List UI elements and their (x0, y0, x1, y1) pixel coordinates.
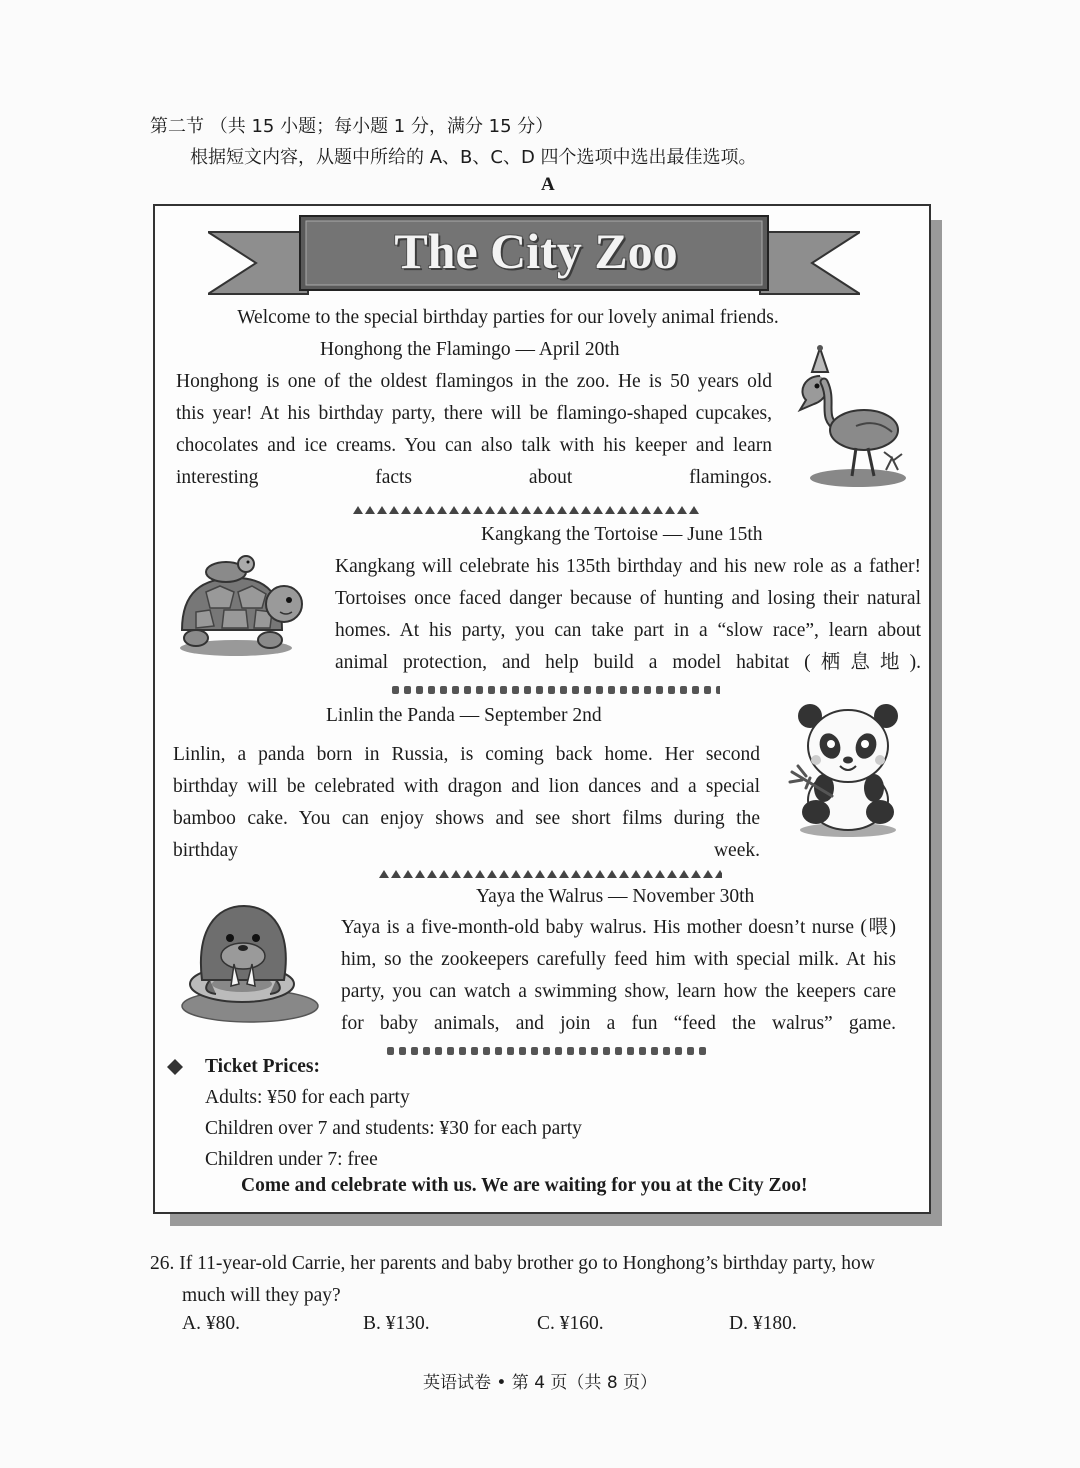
event-heading-tortoise: Kangkang the Tortoise — June 15th (481, 524, 763, 545)
passage-label: A (541, 174, 555, 195)
event-text-flamingo: Honghong is one of the oldest flamingos in the zoo. He is 50 years old this year! At his birthday party, there will be flamingo-shaped cupcakes, chocolates and ice creams. You can also talk with his keeper and learn interesting facts about flamingos. (176, 371, 772, 488)
option-a[interactable]: A. ¥80. (182, 1313, 240, 1334)
option-d[interactable]: D. ¥180. (729, 1313, 797, 1334)
divider-4 (385, 1046, 710, 1056)
divider-1 (352, 505, 700, 515)
walrus-icon (180, 900, 322, 1024)
event-text-tortoise: Kangkang will celebrate his 135th birthday and his new role as a father! Tortoises once faced danger because of hunting and losing their natural homes. At his party, you can take part in a “slow race”, learn about animal protection, and help build a model habitat (栖息地). (335, 556, 921, 673)
ticket-adults: Adults: ¥50 for each party (205, 1087, 410, 1108)
welcome-text: Welcome to the special birthday parties for our lovely animal friends. (237, 307, 779, 328)
divider-2 (390, 685, 720, 695)
tortoise-icon (176, 552, 306, 658)
instruction: 根据短文内容，从题中所给的 A、B、C、D 四个选项中选出最佳选项。 (190, 147, 757, 168)
option-c[interactable]: C. ¥160. (537, 1313, 604, 1334)
question-stem-line2: much will they pay? (182, 1285, 341, 1306)
panda-icon (786, 700, 910, 838)
page-footer: 英语试卷 • 第 4 页（共 8 页） (422, 1373, 658, 1393)
flamingo-icon (790, 342, 914, 490)
divider-3 (378, 869, 722, 879)
event-heading-panda: Linlin the Panda — September 2nd (326, 705, 602, 726)
ticket-heading: Ticket Prices: (205, 1056, 320, 1077)
event-text-panda: Linlin, a panda born in Russia, is coming back home. Her second birthday will be celebrated with dragon and lion dances and a special bamboo cake. You can enjoy shows and see short films during the birthday week. (173, 744, 760, 861)
diamond-bullet-icon (166, 1058, 184, 1076)
event-text-walrus: Yaya is a five-month-old baby walrus. His mother doesn’t nurse (喂) him, so the zookeepers carefully feed him with special milk. At his party, you can watch a swimming show, learn how the keepers care for baby animals, and join a fun “feed the walrus” game. (341, 917, 896, 1034)
event-heading-walrus: Yaya the Walrus — November 30th (476, 886, 755, 907)
closing-text: Come and celebrate with us. We are waiting for you at the City Zoo! (241, 1175, 808, 1196)
poster-title: The City Zoo (394, 223, 678, 279)
question-stem-line1: 26. If 11-year-old Carrie, her parents and baby brother go to Honghong’s birthday party, how (150, 1253, 875, 1274)
ticket-children-students: Children over 7 and students: ¥30 for each party (205, 1118, 582, 1139)
event-heading-flamingo: Honghong the Flamingo — April 20th (320, 339, 620, 360)
section-heading: 第二节 （共 15 小题；每小题 1 分，满分 15 分） (150, 116, 554, 137)
ticket-children-under-7: Children under 7: free (205, 1149, 378, 1170)
option-b[interactable]: B. ¥130. (363, 1313, 430, 1334)
